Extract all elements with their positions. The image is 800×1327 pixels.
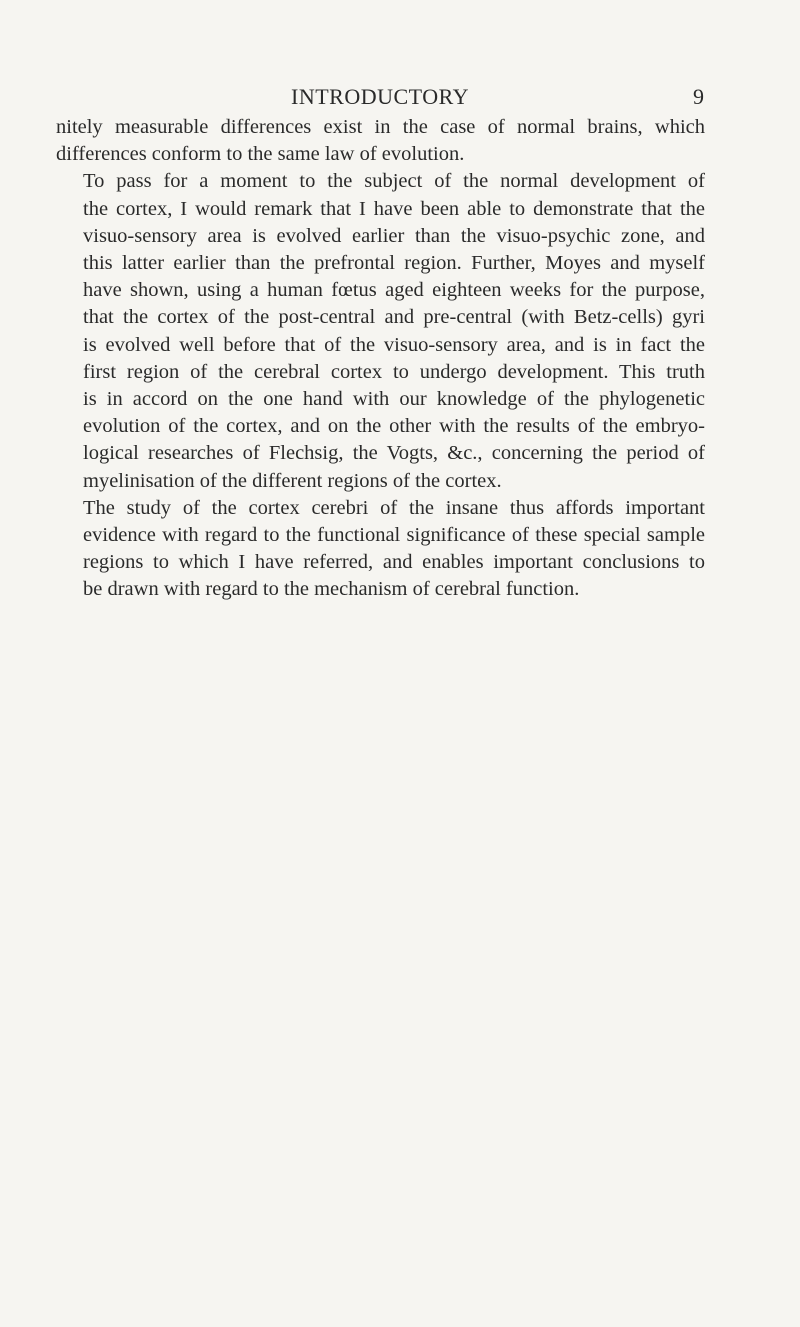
text-line: To pass for a moment to the subject of the normal development of <box>83 170 705 193</box>
text-line: regions to which I have referred, and enables important conclusions to <box>83 551 705 574</box>
paragraph-1 <box>56 114 705 168</box>
text-line: evolution of the cortex, and on the other with the results of the embryo- <box>83 415 705 438</box>
text-line: visuo-sensory area is evolved earlier than the visuo-psychic zone, and <box>83 224 705 247</box>
text-line: that the cortex of the post-central and pre-central (with Betz-cells) gyri <box>83 306 705 329</box>
text-line: have shown, using a human fœtus aged eighteen weeks for the purpose, <box>83 279 705 302</box>
text-line: evidence with regard to the functional significance of these special sample <box>83 524 705 547</box>
text-line: is evolved well before that of the visuo-sensory area, and is in fact the <box>83 333 705 356</box>
running-title: INTRODUCTORY <box>291 84 469 109</box>
paragraph-2 <box>56 168 705 494</box>
text-line: the cortex, I would remark that I have been able to demonstrate that the <box>83 197 705 220</box>
text-line: be drawn with regard to the mechanism of cerebral function. <box>83 578 580 601</box>
text-line: differences conform to the same law of evolution. <box>56 143 465 166</box>
text-line: myelinisation of the different regions of the cortex. <box>83 469 502 492</box>
page-number: 9 <box>693 84 704 109</box>
text-line: is in accord on the one hand with our knowledge of the phylogenetic <box>83 388 705 411</box>
paragraph-3 <box>56 495 705 604</box>
text-line: this latter earlier than the prefrontal region. Further, Moyes and myself <box>83 252 705 275</box>
text-line: first region of the cerebral cortex to undergo development. This truth <box>83 360 705 383</box>
text-line: logical researches of Flechsig, the Vogts, &c., concerning the period of <box>83 442 705 465</box>
running-head <box>56 82 704 112</box>
body-text <box>56 114 705 604</box>
text-line: The study of the cortex cerebri of the insane thus affords important <box>83 496 705 519</box>
text-line: nitely measurable differences exist in the case of normal brains, which <box>56 116 705 138</box>
